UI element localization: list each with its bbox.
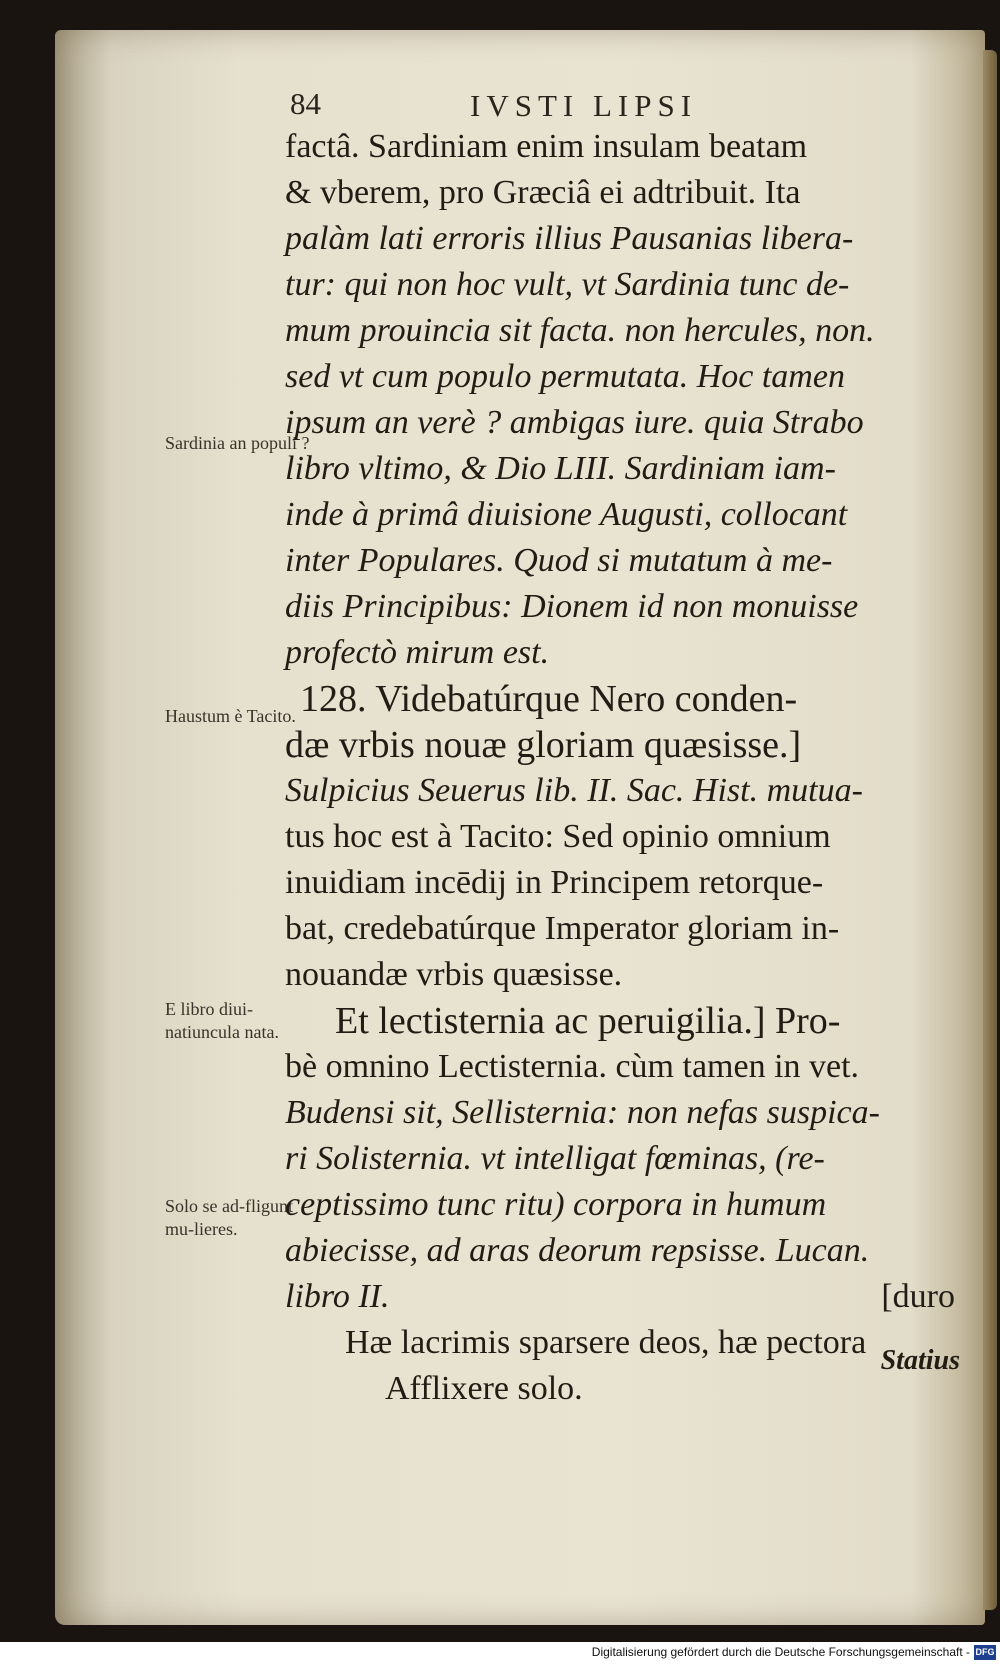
body-text <box>285 124 955 1412</box>
verse-line: Hæ lacrimis sparsere deos, hæ pectora <box>345 1324 867 1361</box>
text-line: inter Populares. Quod si mutatum à me- <box>285 542 833 579</box>
text-line: [duro <box>881 1278 955 1315</box>
text-line: diis Principibus: Dionem id non monuisse <box>285 588 859 625</box>
text-line: nouandæ vrbis quæsisse. <box>285 956 623 993</box>
text-line: bè omnino Lectisternia. cùm tamen in vet. <box>285 1048 860 1085</box>
catchword: Statius <box>880 1345 960 1376</box>
text-line: ipsum an verè ? ambigas iure. quia Strabo <box>285 404 864 441</box>
text-line: Budensi sit, Sellisternia: non nefas suspica- <box>285 1094 880 1131</box>
text-line: libro vltimo, & Dio LIII. Sardiniam iam- <box>285 450 836 487</box>
text-line: & vberem, pro Græciâ ei adtribuit. Ita <box>285 174 801 211</box>
text-line: profectò mirum est. <box>285 634 550 671</box>
margin-note: E libro diui-natiuncula nata. <box>165 999 279 1042</box>
running-title: IVSTI LIPSI <box>470 88 698 123</box>
text-line: tur: qui non hoc vult, vt Sardinia tunc de- <box>285 266 850 303</box>
running-head <box>290 86 980 126</box>
text-line: sed vt cum populo permutata. Hoc tamen <box>285 358 845 395</box>
text-line: inuidiam incēdij in Principem retorque- <box>285 864 824 901</box>
text-line: abiecisse, ad aras deorum repsisse. Lucan. <box>285 1232 870 1269</box>
text-line: ri Solisternia. vt intelligat fœminas, (re- <box>285 1140 825 1177</box>
verse-line: Afflixere solo. <box>385 1370 583 1407</box>
text-line: Sulpicius Seuerus lib. II. Sac. Hist. mutua- <box>285 772 863 809</box>
text-line: factâ. Sardiniam enim insulam beatam <box>285 128 808 165</box>
text-line: libro II. <box>285 1278 390 1315</box>
footer-bar <box>0 1642 1000 1665</box>
page-number: 84 <box>290 86 321 121</box>
lemma-line: 128. Videbatúrque Nero conden- <box>300 678 798 720</box>
text-line: tus hoc est à Tacito: Sed opinio omnium <box>285 818 831 855</box>
dfg-logo-icon: DFG <box>974 1645 996 1660</box>
text-line: ceptissimo tunc ritu) corpora in humum <box>285 1186 827 1223</box>
footer-credit: Digitalisierung gefördert durch die Deutsche Forschungsgemeinschaft - <box>591 1645 970 1659</box>
lemma-line: Et lectisternia ac peruigilia.] Pro- <box>335 1000 841 1042</box>
margin-note: Haustum è Tacito. <box>165 706 296 726</box>
margin-note: Solo se ad-fligunt mu-lieres. <box>165 1196 293 1239</box>
text-line: mum prouincia sit facta. non hercules, non. <box>285 312 875 349</box>
text-line: bat, credebatúrque Imperator gloriam in- <box>285 910 840 947</box>
page-edge <box>983 50 997 1610</box>
lemma-line: dæ vrbis nouæ gloriam quæsisse.] <box>285 724 802 766</box>
text-line: inde à primâ diuisione Augusti, collocant <box>285 496 848 533</box>
margin-note: Sardinia an populi ? <box>165 433 310 453</box>
text-line: palàm lati erroris illius Pausanias libera- <box>285 220 854 257</box>
